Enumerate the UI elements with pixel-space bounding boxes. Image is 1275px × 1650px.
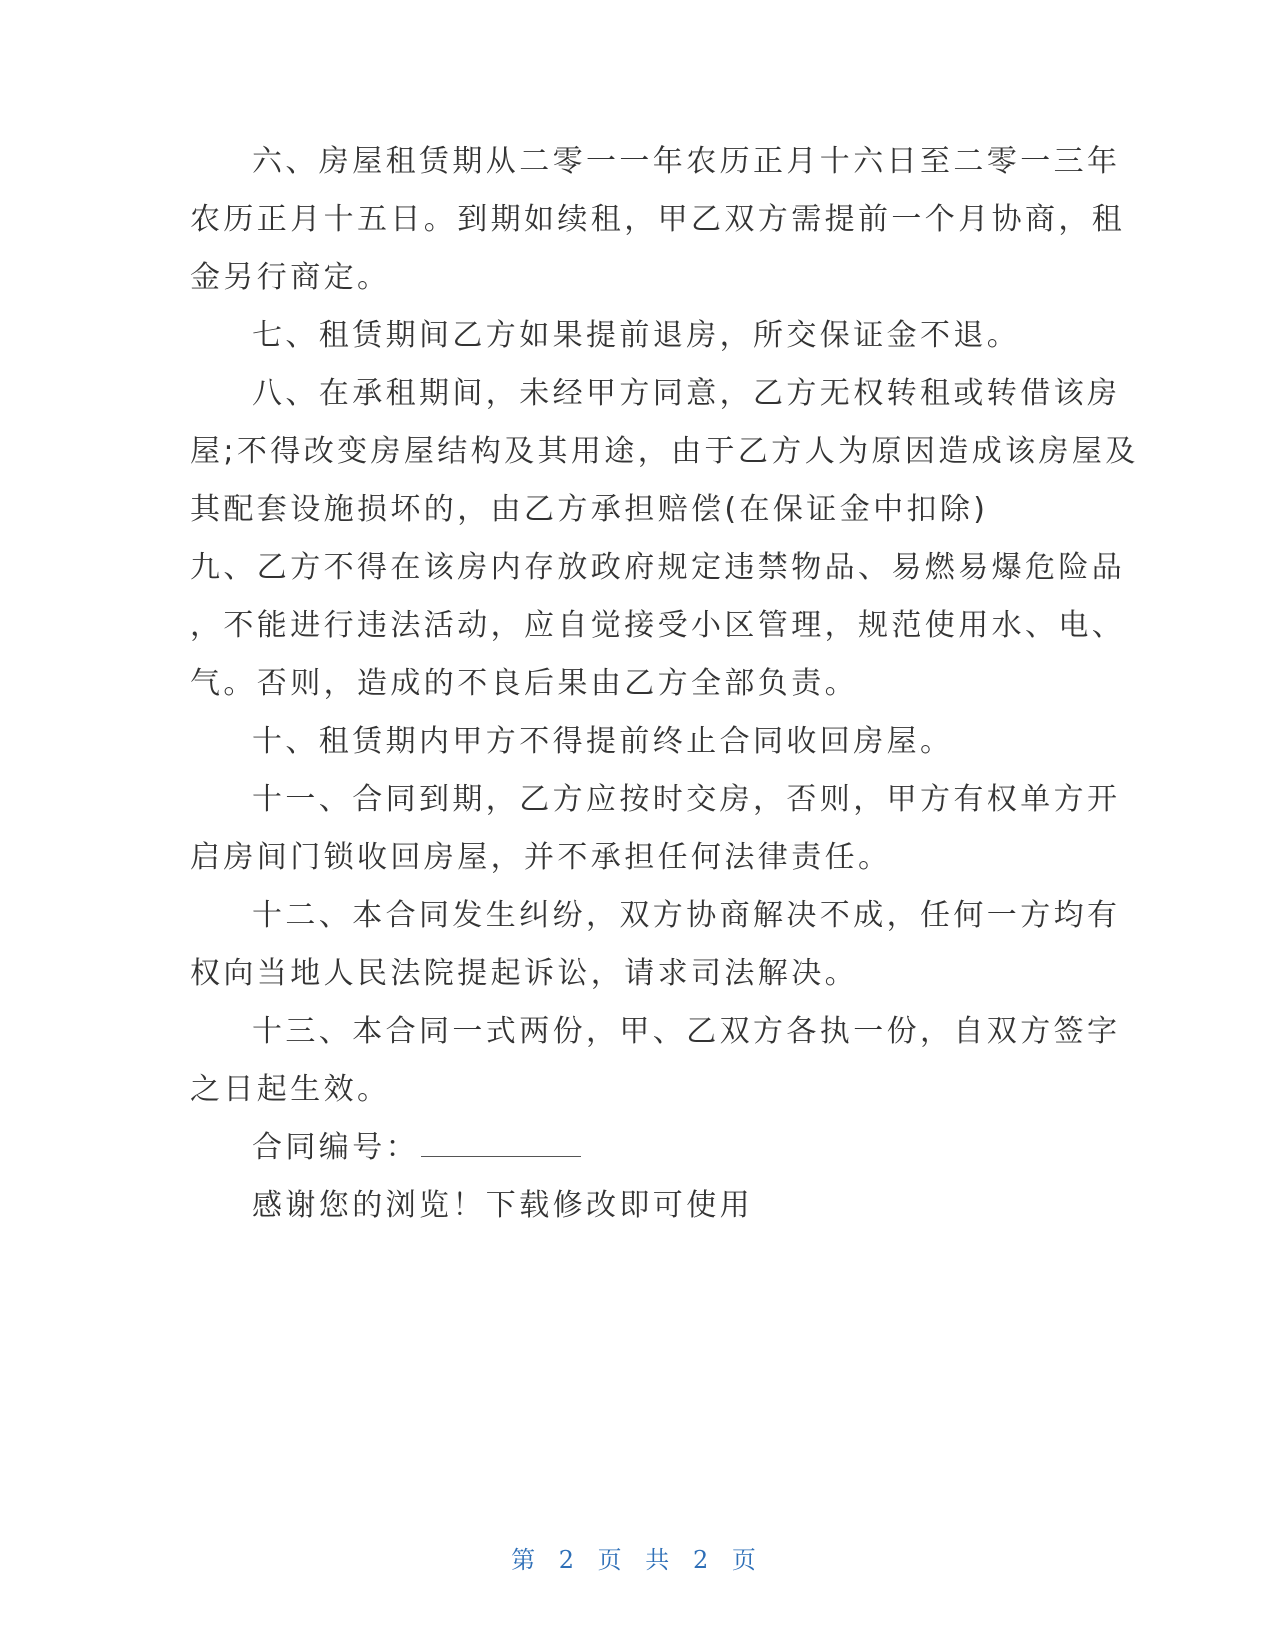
contract-number-label: 合同编号： — [252, 1130, 419, 1165]
clause-12-line-1: 十二、本合同发生纠纷，双方协商解决不成，任何一方均有 — [252, 898, 1121, 933]
clause-8-line-2: 屋;不得改变房屋结构及其用途，由于乙方人为原因造成该房屋及 — [190, 434, 1139, 469]
clause-8-line-3: 其配套设施损坏的，由乙方承担赔偿(在保证金中扣除) — [190, 492, 989, 527]
clause-6-line-3: 金另行商定。 — [190, 260, 391, 295]
clause-11-line-2: 启房间门锁收回房屋，并不承担任何法律责任。 — [190, 840, 892, 875]
clause-6-line-1: 六、房屋租赁期从二零一一年农历正月十六日至二零一三年 — [252, 144, 1121, 179]
clause-8-line-1: 八、在承租期间，未经甲方同意，乙方无权转租或转借该房 — [252, 376, 1121, 411]
contract-number-blank[interactable] — [421, 1134, 581, 1157]
clause-9-line-3: 气。否则，造成的不良后果由乙方全部负责。 — [190, 666, 858, 701]
contract-number-row — [252, 1126, 581, 1170]
clause-9-line-2: ，不能进行违法活动，应自觉接受小区管理，规范使用水、电、 — [190, 608, 1126, 643]
clause-12-line-2: 权向当地人民法院提起诉讼，请求司法解决。 — [190, 956, 858, 991]
thanks-note: 感谢您的浏览！下载修改即可使用 — [252, 1188, 753, 1223]
clause-13-line-1: 十三、本合同一式两份，甲、乙双方各执一份，自双方签字 — [252, 1014, 1121, 1049]
clause-6-line-2: 农历正月十五日。到期如续租，甲乙双方需提前一个月协商，租 — [190, 202, 1126, 237]
clause-13-line-2: 之日起生效。 — [190, 1072, 391, 1107]
clause-10-line-1: 十、租赁期内甲方不得提前终止合同收回房屋。 — [252, 724, 954, 759]
page-number-footer: 第 2 页 共 2 页 — [511, 1546, 764, 1574]
clause-9-line-1: 九、乙方不得在该房内存放政府规定违禁物品、易燃易爆危险品 — [190, 550, 1126, 585]
clause-7-line-1: 七、租赁期间乙方如果提前退房，所交保证金不退。 — [252, 318, 1021, 353]
clause-11-line-1: 十一、合同到期，乙方应按时交房，否则，甲方有权单方开 — [252, 782, 1121, 817]
